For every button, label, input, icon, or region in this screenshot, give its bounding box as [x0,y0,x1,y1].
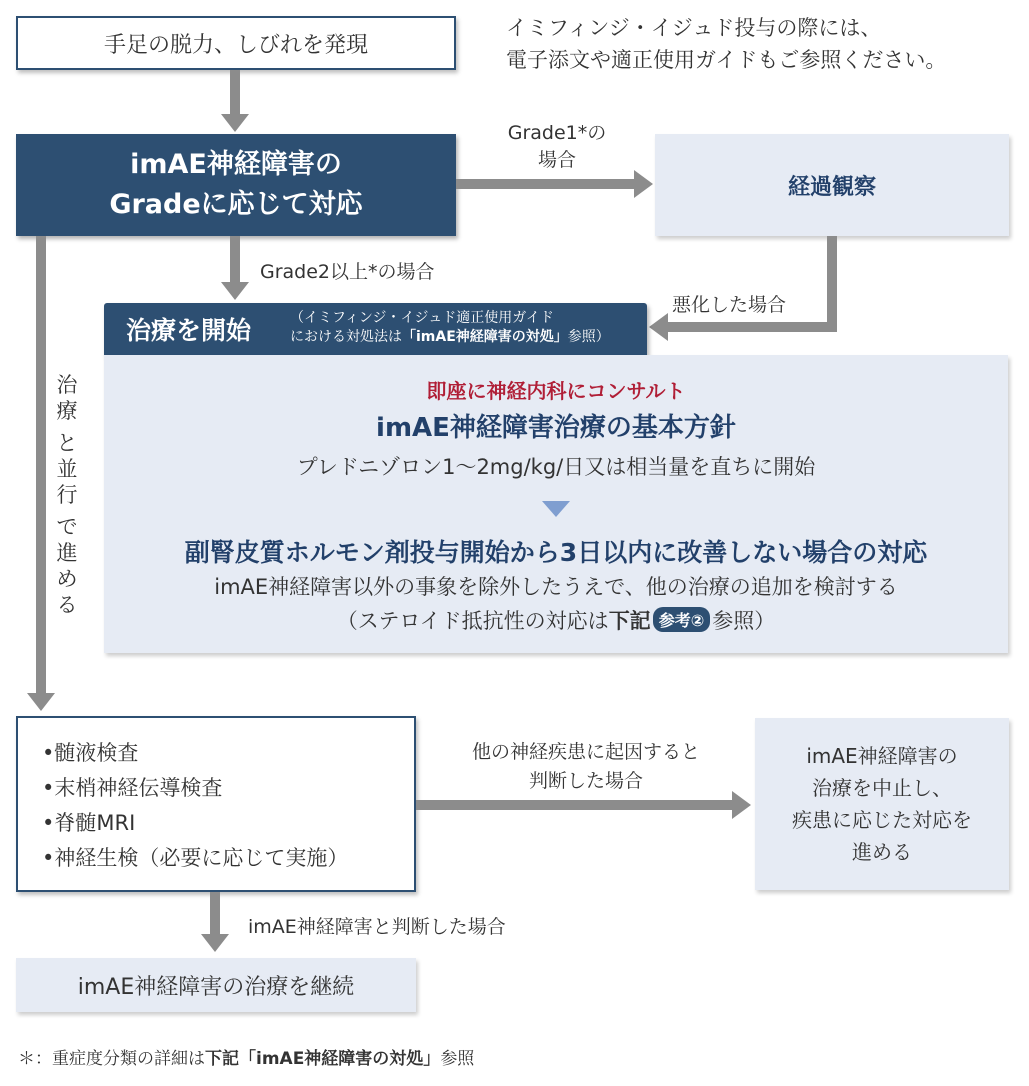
list-item: •髄液検査 [42,741,139,765]
stop-treatment-box [755,718,1009,890]
parallel-label-char: 並 [56,457,78,481]
stop-line4: 進める [852,840,912,864]
reference-note [506,12,1026,76]
footnote [18,1044,474,1069]
examination-list [42,736,348,876]
grade-response-line1: imAE神経障害の [130,149,342,180]
footnote-post: 参照 [440,1049,475,1069]
grade-response-box [16,134,456,236]
observation-box [655,134,1009,236]
list-item: •神経生検（必要に応じて実施） [42,846,349,870]
continue-treatment-box [16,958,416,1012]
arrow-shaft [416,800,734,810]
reference-note-line2: 電子添文や適正使用ガイドもご参照ください。 [506,48,947,72]
triangle-down-icon [542,501,570,518]
guide-note-line2 [290,328,610,347]
grade-response-line2: Gradeに応じて対応 [109,189,363,220]
no-improvement-title: 副腎皮質ホルモン剤投与開始から3日以内に改善しない場合の対応 [184,538,928,567]
arrow-down-icon [27,693,55,713]
grade1-condition-label [492,120,622,174]
start-treatment-tab [104,303,647,355]
arrow-shaft [230,236,240,284]
guide-note-line1: （イミフィンジ・イジュド適正使用ガイド [290,310,554,326]
other-disease-line1: 他の神経疾患に起因すると [471,741,700,763]
other-disease-condition-label [436,738,736,796]
stop-line1: imAE神経障害の [806,744,958,768]
continue-treatment-label: imAE神経障害の治療を継続 [77,974,355,1000]
arrow-down-icon [221,114,249,134]
treatment-panel [104,355,1008,653]
guide-note-bold: 「imAE神経障害の対処」 [402,329,568,345]
arrow-shaft [36,236,46,694]
arrow-shaft [210,892,220,936]
consult-neurology-text: 即座に神経内科にコンサルト [426,379,686,403]
grade1-line2: 場合 [537,149,576,171]
arrow-shaft [230,70,240,116]
arrow-right-icon [634,170,654,198]
arrow-down-icon [221,282,249,302]
stop-line3: 疾患に応じた対応を [792,808,972,832]
parallel-label-char: と [56,431,78,455]
parallel-label-char: 行 [56,483,78,507]
parallel-label-char: で [56,515,78,539]
arrow-shaft [456,179,636,189]
symptom-box [16,16,456,70]
reference-badge: 参考② [653,607,711,632]
stop-line2: 治療を中止し、 [812,776,952,800]
guide-reference-note [290,309,610,347]
guide-note-pre: における対処法は [290,329,402,345]
imae-judged-condition-label: imAE神経障害と判断した場合 [248,916,506,938]
no-improvement-text: imAE神経障害以外の事象を除外したうえで、他の治療の追加を検討する [214,575,898,599]
parallel-label [52,372,82,618]
policy-text: プレドニゾロン1〜2mg/kg/日又は相当量を直ちに開始 [296,455,816,479]
steroid-note-bold: 下記 [608,609,651,633]
worsen-condition-label: 悪化した場合 [672,294,787,316]
steroid-note-post: 参照） [712,609,776,633]
parallel-label-char: る [56,593,78,617]
parallel-label-char: 進 [56,541,78,565]
footnote-bold1: 下記 [205,1049,239,1069]
other-disease-line2: 判断した場合 [528,770,643,792]
guide-note-post: 参照） [567,329,610,345]
steroid-note-pre: （ステロイド抵抗性の対応は [336,609,609,633]
list-item: •末梢神経伝導検査 [42,776,223,800]
footnote-pre: ＊：重症度分類の詳細は [18,1049,205,1069]
arrow-shaft [827,236,837,332]
list-item: •脊髄MRI [42,811,136,835]
examination-box [16,716,416,892]
grade2-condition-label: Grade2以上*の場合 [260,261,435,283]
parallel-label-char: 治 [56,373,78,397]
parallel-label-char: め [56,567,78,591]
policy-title: imAE神経障害治療の基本方針 [376,413,736,443]
arrow-left-icon [649,313,669,341]
steroid-resistance-note [104,605,1008,635]
parallel-label-text [52,372,82,618]
arrow-down-icon [201,934,229,954]
grade1-line1: Grade1*の [507,122,607,144]
reference-note-line1: イミフィンジ・イジュド投与の際には、 [506,16,882,40]
footnote-bold2: 「imAE神経障害の対処」 [239,1049,441,1069]
observation-label: 経過観察 [787,174,876,200]
parallel-label-char: 療 [56,399,78,423]
symptom-box-label: 手足の脱力、しびれを発現 [103,32,368,58]
start-treatment-label: 治療を開始 [126,316,252,345]
arrow-shaft [668,322,837,332]
